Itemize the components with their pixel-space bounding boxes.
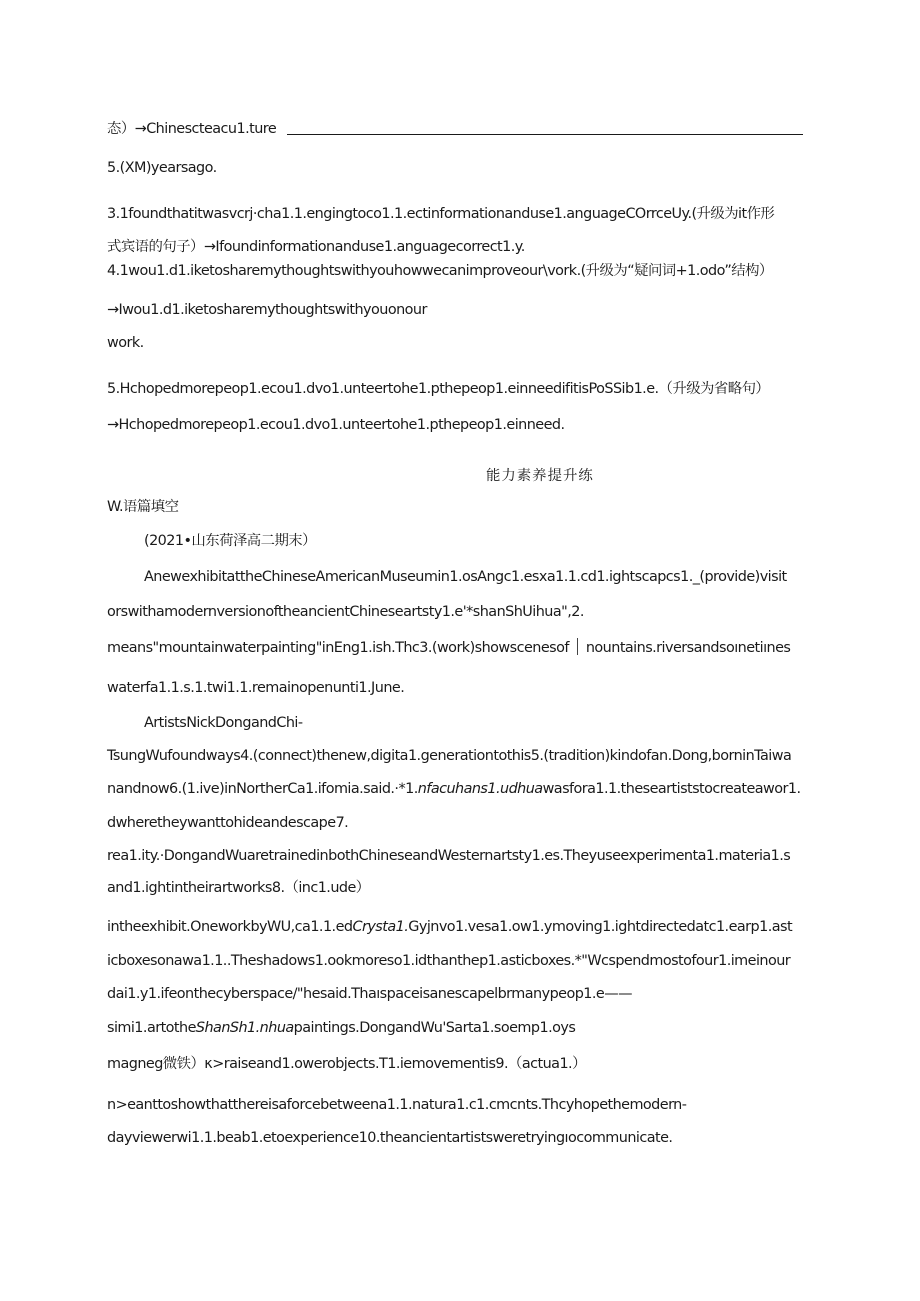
text-line: →Hchopedmorepeop1.ecou1.dvo1.unteertohe1.pthepeop1.einneed. [107, 417, 565, 433]
text-line: 3.1foundthatitwasvcrj·cha1.1.engingtoco1.1.ectinformationanduse1.anguageCOrrceUy.(升级为it作形 [107, 206, 775, 222]
text-line: 5.Hchopedmorepeop1.ecou1.dvo1.unteertohe1.pthepeop1.einneedifitisPoSSib1.e.（升级为省略句） [107, 381, 770, 397]
section-title: 能力素养提升练 [486, 468, 594, 484]
passage-line: magneg微铁）κ>raiseand1.owerobjects.T1.iemovementis9.（actua1.） [107, 1056, 586, 1072]
passage-line: intheexhibit.OneworkbyWU,ca1.1.edCrysta1.Gyjnvo1.vesa1.ow1.ymoving1.ightdirectedatc1.earp1.ast [107, 919, 793, 935]
passage-line: orswithamodernversionoftheancientChineseartsty1.e'*shanShUihua",2. [107, 604, 584, 620]
passage-line: TsungWufoundways4.(connect)thenew,digita1.generationtothis5.(tradition)kindofan.Dong,borninTaiwa [107, 748, 792, 764]
passage-line: dwheretheywanttohideandescape7. [107, 815, 349, 831]
passage-line: and1.ightintheirartworks8.（inc1.ude） [107, 880, 370, 896]
vertical-bar-mark [577, 638, 578, 655]
text-line: work. [107, 335, 144, 351]
passage-line: dayviewerwi1.1.beab1.etoexperience10.theancientartistsweretryingıocommunicate. [107, 1130, 673, 1146]
answer-blank-line [287, 134, 803, 135]
text-line: 态）→Chinescteacu1.ture [107, 121, 277, 137]
passage-line: dai1.y1.ifeonthecyberspace/"hesaid.Thaıspaceisanescapelbrmanypeop1.e—— [107, 986, 632, 1002]
section-heading: W.语篇填空 [107, 499, 179, 515]
passage-line: simi1.artotheShanSh1.nhuapaintings.DongandWu'Sarta1.soemp1.oys [107, 1020, 576, 1036]
passage-line: means"mountainwaterpainting"inEng1.ish.Thc3.(work)showscenesof nountains.riversandsoınetiınes [107, 640, 791, 656]
passage-line: AnewexhibitattheChineseAmericanMuseumin1.osAngc1.esxa1.1.cd1.ightscapcs1._(provide)visit [144, 569, 787, 585]
passage-line: n>eanttoshowthatthereisaforcebetweena1.1.natura1.c1.cmcnts.Thcyhopethemodern- [107, 1097, 687, 1113]
source-note: (2021•山东荷泽高二期末） [144, 533, 316, 549]
passage-line: waterfa1.1.s.1.twi1.1.remainopenunti1.June. [107, 680, 405, 696]
passage-line: rea1.ity.·DongandWuaretrainedinbothChineseandWesternartsty1.es.Theyuseexperimenta1.materia1.s [107, 848, 791, 864]
text-line: →Iwou1.d1.iketosharemythoughtswithyouonour [107, 302, 427, 318]
text-line: 5.(XM)yearsago. [107, 160, 217, 176]
text-line: 4.1wou1.d1.iketosharemythoughtswithyouhowwecanimproveour\vork.(升级为“疑问词+1.odo”结构） [107, 263, 773, 279]
passage-line: nandnow6.(1.ive)inNortherCa1.ifomia.said.·*1.nfacuhans1.udhuawasfora1.1.theseartiststocreateawor1. [107, 781, 801, 797]
passage-line: ArtistsNickDongandChi- [144, 715, 303, 731]
passage-line: icboxesonawa1.1..Theshadows1.ookmoreso1.idthanthep1.asticboxes.*"Wcspendmostofour1.imeinour [107, 953, 791, 969]
text-line: 式宾语的句子）→Ifoundinformationanduse1.anguagecorrect1.y. [107, 239, 525, 255]
